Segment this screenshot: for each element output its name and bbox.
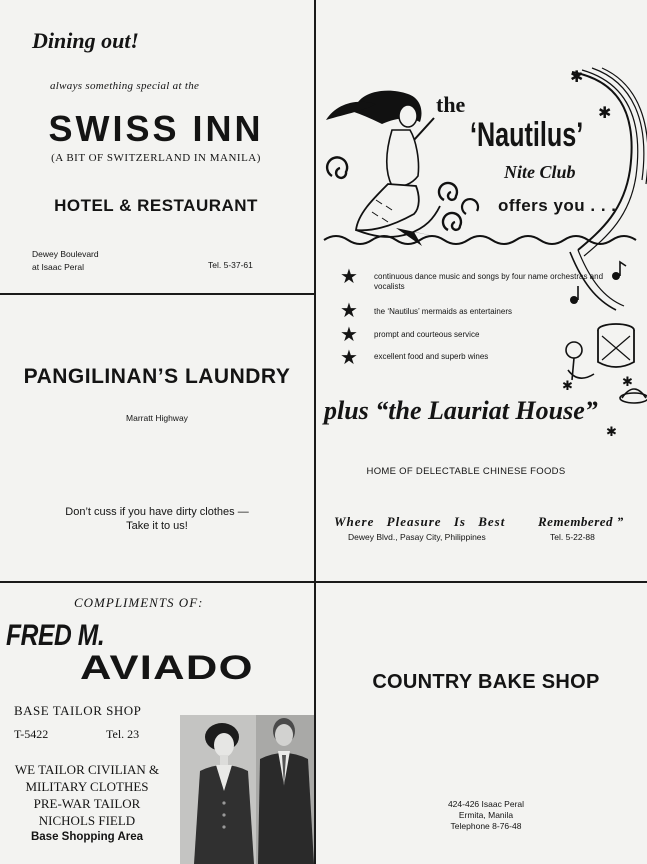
nautilus-address: Dewey Blvd., Pasay City, Philippines <box>348 532 486 542</box>
star-icon: ★ <box>340 266 358 288</box>
nautilus-feature-4: excellent food and superb wines <box>374 352 489 361</box>
nautilus-slogan-start: Where Pleasure Is Best <box>334 514 506 529</box>
laundry-location: Marratt Highway <box>126 413 188 423</box>
tailor-line-4: NICHOLS FIELD <box>38 813 136 828</box>
nautilus-nite-club-ad <box>316 0 647 581</box>
nautilus-subtitle: Nite Club <box>504 162 576 182</box>
star-icon: ★ <box>340 324 358 346</box>
tailor-shop-name: BASE TAILOR SHOP <box>14 703 142 718</box>
nautilus-the: the <box>436 92 466 117</box>
bake-shop-telephone: Telephone 8-76-48 <box>450 821 522 831</box>
swiss-inn-telephone: Tel. 5-37-61 <box>208 260 253 270</box>
laundry-slogan-line-2: Take it to us! <box>126 520 188 532</box>
swiss-inn-ad <box>0 0 314 293</box>
nautilus-slogan-end: Remembered ” <box>538 514 624 529</box>
nautilus-feature-2: the ‘Nautilus’ mermaids as entertainers <box>374 307 512 316</box>
tailor-line-3: PRE-WAR TAILOR <box>33 796 141 811</box>
laundry-slogan-line-1: Don’t cuss if you have dirty clothes — <box>65 506 249 518</box>
laundry-ad <box>0 295 314 581</box>
swiss-inn-name: SWISS INN <box>48 108 264 149</box>
tailor-services <box>2 761 172 846</box>
laundry-name: PANGILINAN’S LAUNDRY <box>23 365 291 388</box>
swiss-inn-address-line-1: Dewey Boulevard <box>32 249 99 259</box>
nautilus-feature-3: prompt and courteous service <box>374 330 480 339</box>
nautilus-offers: offers you . . . <box>498 196 617 215</box>
bake-shop-address <box>356 799 616 832</box>
star-icon: ★ <box>340 347 358 369</box>
laundry-slogan <box>8 505 306 533</box>
mermaid-illustration <box>316 0 647 450</box>
fashion-couple-photo <box>180 715 314 864</box>
tailor-shop-telephone: Tel. 23 <box>106 727 140 741</box>
fashion-couple-illustration <box>180 715 314 864</box>
swiss-inn-address <box>32 248 99 274</box>
tailor-line-5: Base Shopping Area <box>30 831 144 843</box>
bake-shop-name: COUNTRY BAKE SHOP <box>372 671 600 693</box>
nautilus-name: ‘Nautilus’ <box>470 116 584 154</box>
swiss-inn-type: HOTEL & RESTAURANT <box>54 196 258 215</box>
star-icon: ★ <box>340 300 358 322</box>
swiss-inn-subtitle: (A BIT OF SWITZERLAND IN MANILA) <box>51 152 261 164</box>
aviado-surname: AVIADO <box>80 649 254 687</box>
tailor-line-1: WE TAILOR CIVILIAN & <box>14 762 160 777</box>
svg-text:✱: ✱ <box>570 67 584 86</box>
nautilus-telephone: Tel. 5-22-88 <box>550 532 595 542</box>
bake-shop-address-line-2: Ermita, Manila <box>458 810 514 820</box>
dining-out-heading: Dining out! <box>32 28 139 53</box>
svg-text:✱: ✱ <box>598 103 612 122</box>
tailor-line-2: MILITARY CLOTHES <box>25 779 149 794</box>
swiss-inn-address-line-2: at Isaac Peral <box>32 262 84 272</box>
aviado-first-name: FRED M. <box>6 619 105 652</box>
nautilus-feature-1: continuous dance music and songs by four name orchestras and vocalists <box>374 272 604 291</box>
svg-text:✱: ✱ <box>562 379 573 394</box>
tailor-shop-code: T-5422 <box>14 727 49 741</box>
aviado-tailor-ad <box>0 583 314 864</box>
svg-text:✱: ✱ <box>606 425 617 440</box>
svg-text:✱: ✱ <box>622 375 633 390</box>
compliments-heading: COMPLIMENTS OF: <box>74 595 204 610</box>
bake-shop-address-line-1: 424-426 Isaac Peral <box>447 799 525 809</box>
lauriat-house-text: plus “the Lauriat House” <box>324 396 598 425</box>
swiss-inn-tagline: always something special at the <box>50 80 200 92</box>
country-bake-shop-ad <box>316 583 647 864</box>
lauriat-house-tagline: HOME OF DELECTABLE CHINESE FOODS <box>366 466 566 477</box>
